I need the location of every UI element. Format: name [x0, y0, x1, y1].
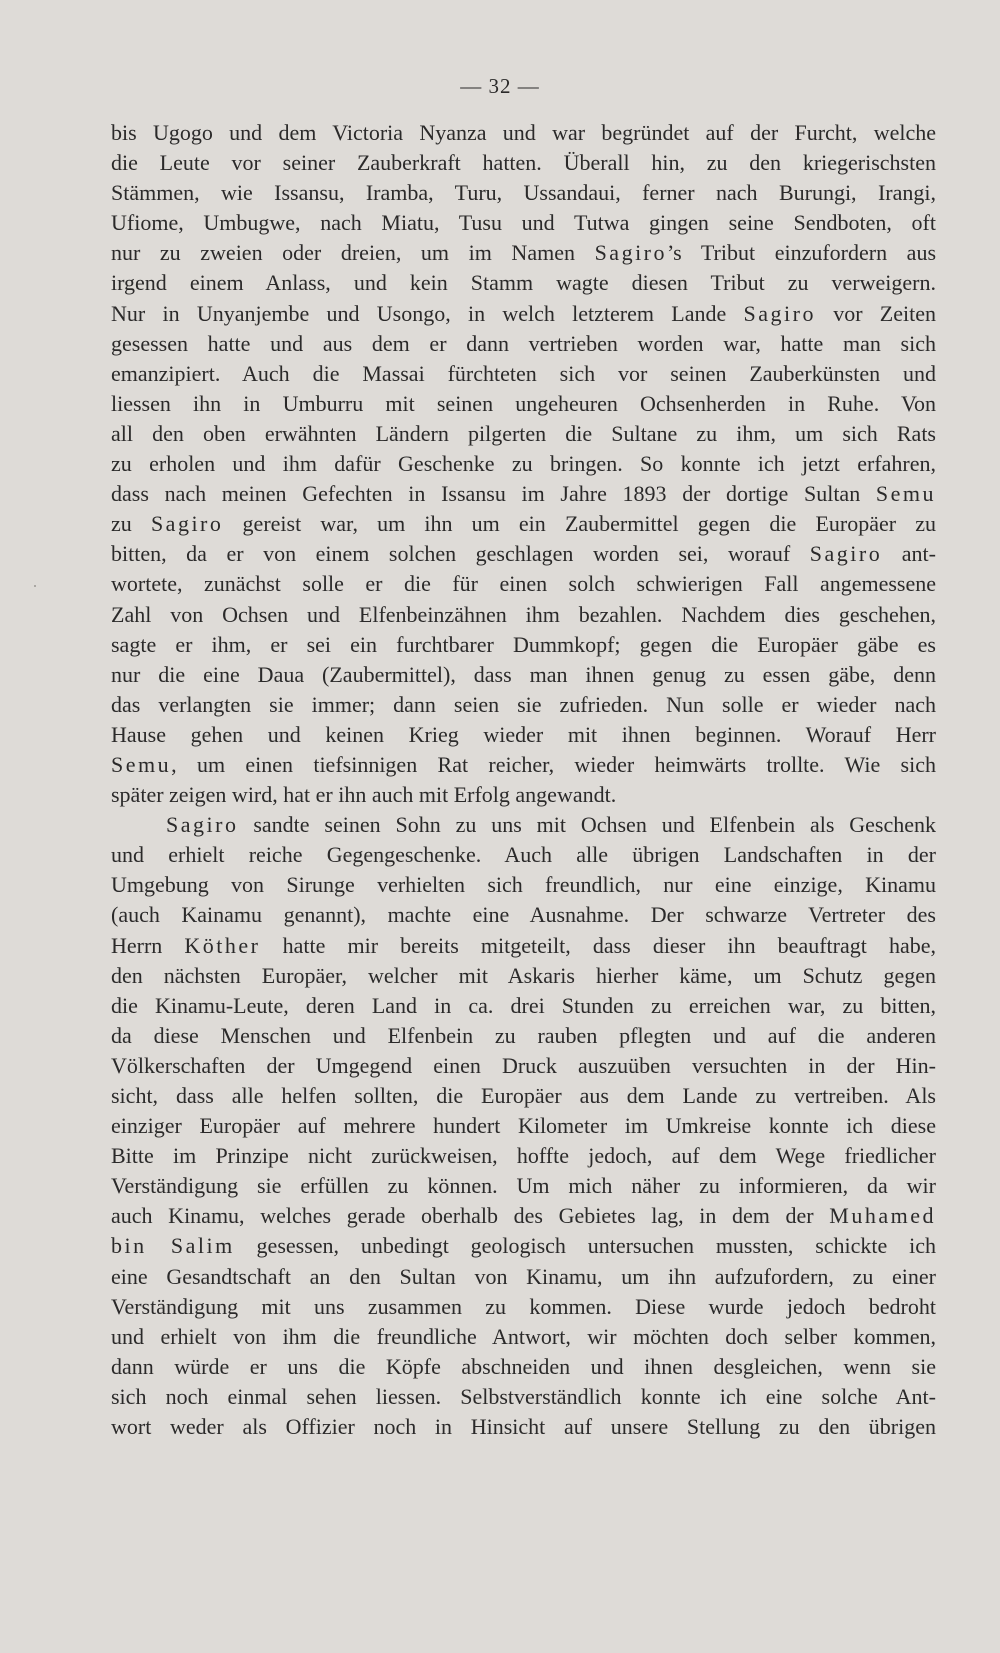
text-line: einziger Europäer auf mehrere hundert Kilometer im Umkreise konnte ich diese: [111, 1113, 936, 1139]
spaced-name: Sagiro: [594, 240, 668, 266]
text-line: emanzipiert. Auch die Massai fürchteten sich vor seinen Zauberkünsten und: [111, 360, 936, 386]
text-line: die Leute vor seiner Zauberkraft hatten. Überall hin, zu den kriegerischsten: [111, 150, 936, 176]
text-line: zu Sagiro gereist war, um ihn um ein Zaubermittel gegen die Europäer zu: [111, 511, 936, 537]
text-line: irgend einem Anlass, und kein Stamm wagte diesen Tribut zu verweigern.: [111, 270, 936, 296]
text-line: all den oben erwähnten Ländern pilgerten die Sultane zu ihm, um sich Rats: [111, 420, 936, 446]
text-line: sagte er ihm, er sei ein furchtbarer Dummkopf; gegen die Europäer gäbe es: [111, 631, 936, 657]
text-line: die Kinamu-Leute, deren Land in ca. drei Stunden zu erreichen war, zu bitten,: [111, 992, 936, 1018]
text-line: Herrn Köther hatte mir bereits mitgeteilt, dass dieser ihn beauftragt habe,: [111, 932, 936, 958]
text-line: und erhielt von ihm die freundliche Antwort, wir möchten doch selber kommen,: [111, 1323, 936, 1349]
text-line: da diese Menschen und Elfenbein zu rauben pflegten und auf die anderen: [111, 1022, 936, 1048]
text-line: bis Ugogo und dem Victoria Nyanza und war begründet auf der Furcht, welche: [111, 120, 936, 145]
text-line: Bitte im Prinzipe nicht zurückweisen, hoffte jedoch, auf dem Wege friedlicher: [111, 1143, 936, 1169]
body-text: [111, 118, 936, 1442]
spaced-name: Semu: [875, 481, 936, 507]
text-line: dass nach meinen Gefechten in Issansu im Jahre 1893 der dortige Sultan Semu: [111, 481, 936, 507]
text-line: Hause gehen und keinen Krieg wieder mit ihnen beginnen. Worauf Herr: [111, 721, 936, 747]
text-line: eine Gesandtschaft an den Sultan von Kinamu, um ihn aufzufordern, zu einer: [111, 1263, 936, 1289]
spaced-name: Sagiro: [150, 511, 224, 537]
text-line: Völkerschaften der Umgegend einen Druck auszuüben versuchten in der Hin-: [111, 1052, 936, 1078]
text-line: Umgebung von Sirunge verhielten sich freundlich, nur eine einzige, Kinamu: [111, 872, 936, 898]
text-line: Semu, um einen tiefsinnigen Rat reicher, wieder heimwärts trollte. Wie sich: [111, 751, 936, 777]
text-line: bin Salim gesessen, unbedingt geologisch untersuchen mussten, schickte ich: [111, 1233, 936, 1259]
text-line: Stämmen, wie Issansu, Iramba, Turu, Ussandaui, ferner nach Burungi, Irangi,: [111, 180, 936, 206]
text-line: wortete, zunächst solle er die für einen solch schwierigen Fall angemessene: [111, 571, 936, 597]
text-line: Nur in Unyanjembe und Usongo, in welch letzterem Lande Sagiro vor Zeiten: [111, 300, 936, 326]
text-line: dann würde er uns die Köpfe abschneiden und ihnen desgleichen, wenn sie: [111, 1353, 936, 1379]
text-line: Verständigung mit uns zusammen zu kommen. Diese wurde jedoch bedroht: [111, 1293, 936, 1319]
text-line: gesessen hatte und aus dem er dann vertrieben worden war, hatte man sich: [111, 330, 936, 356]
text-line: Verständigung sie erfüllen zu können. Um mich näher zu informieren, da wir: [111, 1173, 936, 1199]
page-number: — 32 —: [460, 74, 540, 98]
text-line: Ufiome, Umbugwe, nach Miatu, Tusu und Tutwa gingen seine Sendboten, oft: [111, 210, 936, 236]
text-line: später zeigen wird, hat er ihn auch mit Erfolg angewandt.: [111, 782, 617, 808]
text-line: zu erholen und ihm dafür Geschenke zu bringen. So konnte ich jetzt erfahren,: [111, 451, 936, 477]
paragraph-first-line: Sagiro sandte seinen Sohn zu uns mit Ochsen und Elfenbein als Geschenk: [166, 812, 936, 838]
text-line: sich noch einmal sehen liessen. Selbstverständlich konnte ich eine solche Ant-: [111, 1383, 936, 1409]
spaced-name: Sagiro: [166, 812, 239, 838]
text-line: liessen ihn in Umburru mit seinen ungeheuren Ochsenherden in Ruhe. Von: [111, 390, 936, 416]
text-line: nur die eine Daua (Zaubermittel), dass man ihnen genug zu essen gäbe, denn: [111, 661, 936, 687]
spaced-name: Köther: [184, 932, 261, 958]
spaced-name: Muhamed: [829, 1203, 936, 1229]
text-line: Zahl von Ochsen und Elfenbeinzähnen ihm bezahlen. Nachdem dies geschehen,: [111, 601, 936, 627]
spaced-name: Sagiro: [809, 541, 883, 567]
spaced-name: Semu: [111, 751, 172, 777]
text-line: (auch Kainamu genannt), machte eine Ausnahme. Der schwarze Vertreter des: [111, 902, 936, 928]
spaced-name: bin Salim: [111, 1233, 235, 1259]
paper-speck: [34, 585, 36, 587]
text-line: auch Kinamu, welches gerade oberhalb des Gebietes lag, in dem der Muhamed: [111, 1203, 936, 1229]
text-line: das verlangten sie immer; dann seien sie zufrieden. Nun solle er wieder nach: [111, 691, 936, 717]
text-line: wort weder als Offizier noch in Hinsicht auf unsere Stellung zu den übrigen: [111, 1414, 936, 1440]
text-line: nur zu zweien oder dreien, um im Namen Sagiro’s Tribut einzufordern aus: [111, 240, 936, 266]
text-line: den nächsten Europäer, welcher mit Askaris hierher käme, um Schutz gegen: [111, 962, 936, 988]
text-line: sicht, dass alle helfen sollten, die Europäer aus dem Lande zu vertreiben. Als: [111, 1083, 936, 1108]
text-line: bitten, da er von einem solchen geschlagen worden sei, worauf Sagiro ant-: [111, 541, 936, 567]
spaced-name: Sagiro: [743, 300, 816, 326]
text-line: und erhielt reiche Gegengeschenke. Auch alle übrigen Landschaften in der: [111, 842, 936, 868]
